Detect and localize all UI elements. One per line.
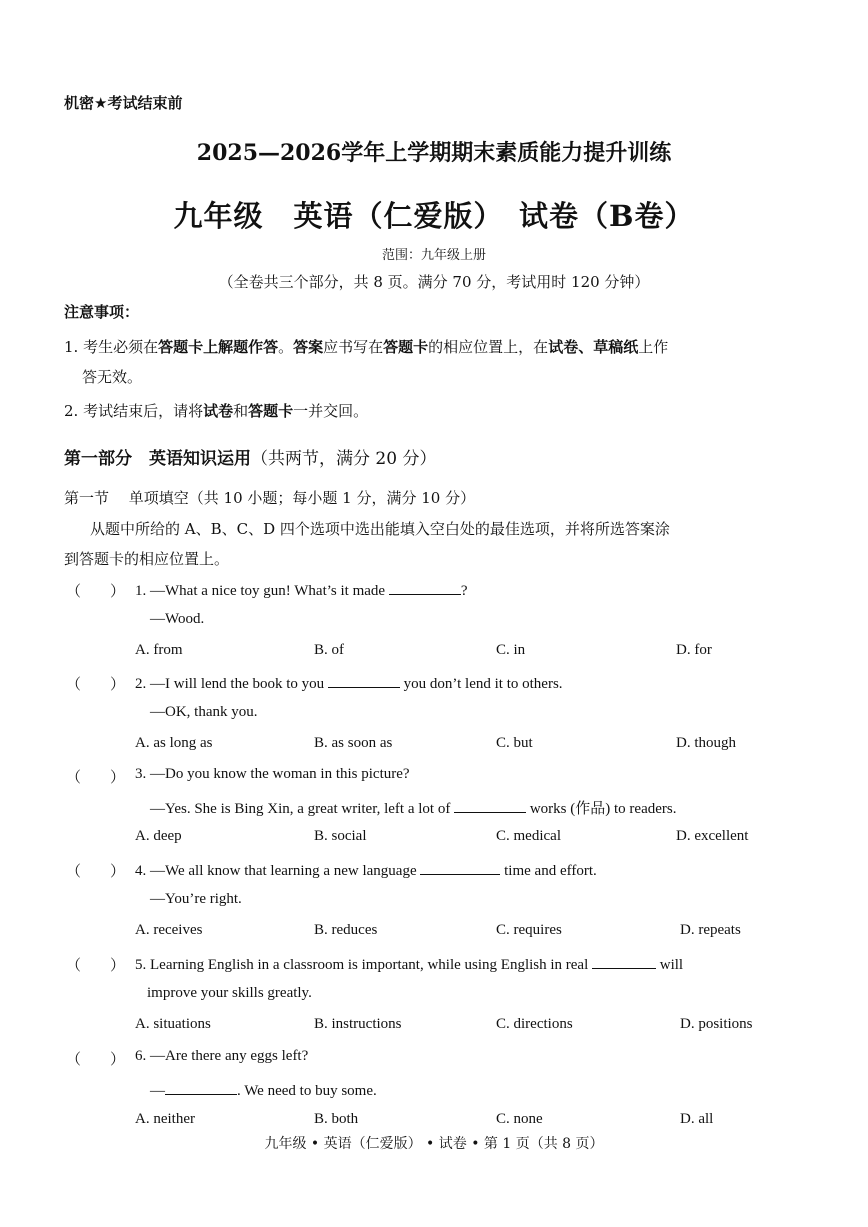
part-title: 第一部分 英语知识运用: [64, 449, 251, 469]
note-emphasis: 答题卡上解题作答: [158, 338, 279, 356]
note-1: [64, 336, 668, 357]
stem-text: 4. —We all know that learning a new language: [135, 863, 417, 879]
answer-paren-right: ）: [110, 675, 126, 693]
option-c: C. in: [496, 642, 526, 658]
note-text: 2. 考试结束后，请将: [64, 402, 204, 420]
answer-paren-right: ）: [110, 768, 126, 786]
question-reply: —Wood.: [150, 611, 205, 627]
question-stem: 6. —Are there any eggs left?: [135, 1048, 309, 1064]
part-note: （共两节，满分 20 分）: [251, 449, 437, 469]
question-reply: [150, 797, 676, 818]
answer-paren-right: ）: [110, 862, 126, 880]
stem-text: 2. —I will lend the book to you: [135, 676, 325, 692]
answer-blank: [454, 798, 526, 813]
answer-paren-left: （: [66, 1050, 82, 1068]
option-c: C. medical: [496, 828, 561, 844]
note-emphasis: 试卷: [548, 338, 579, 356]
option-d: D. positions: [680, 1016, 753, 1032]
option-d: D. excellent: [676, 828, 749, 844]
instruction-line-1: 从题中所给的 A、B、C、D 四个选项中选出能填入空白处的最佳选项，并将所选答案涂: [90, 520, 670, 538]
stem-text: 1. —What a nice toy gun! What’s it made: [135, 583, 386, 599]
option-b: B. instructions: [314, 1016, 402, 1032]
option-b: B. as soon as: [314, 735, 393, 751]
note-emphasis: 答题卡: [248, 402, 294, 420]
note-1-continued: 答无效。: [82, 368, 143, 386]
note-emphasis: 答案: [293, 338, 324, 356]
option-a: A. neither: [135, 1111, 195, 1127]
instruction-line-2: 到答题卡的相应位置上。: [64, 550, 230, 568]
section-1-heading: 第一节 单项填空（共 10 小题；每小题 1 分，满分 10 分）: [64, 489, 476, 507]
question-reply: —You’re right.: [150, 891, 242, 907]
option-c: C. but: [496, 735, 533, 751]
confidential-label: 机密★考试结束前: [64, 94, 183, 112]
note-text: 。: [278, 338, 294, 356]
note-emphasis: 草稿纸: [593, 338, 639, 356]
note-emphasis: 答题卡: [383, 338, 429, 356]
option-c: C. none: [496, 1111, 543, 1127]
option-d: D. though: [676, 735, 736, 751]
answer-paren-right: ）: [110, 582, 126, 600]
question-stem: [135, 860, 597, 880]
stem-text: —Yes. She is Bing Xin, a great writer, left a lot of: [150, 801, 451, 817]
notes-heading: 注意事项：: [64, 303, 140, 321]
stem-text: ?: [460, 583, 468, 599]
option-a: A. from: [135, 642, 183, 658]
stem-text: . We need to buy some.: [237, 1083, 377, 1099]
answer-paren-right: ）: [110, 1050, 126, 1068]
page-footer: 九年级 • 英语（仁爱版） • 试卷 • 第 1 页（共 8 页）: [264, 1136, 604, 1152]
question-stem-continued: improve your skills greatly.: [147, 985, 312, 1001]
answer-paren-right: ）: [110, 956, 126, 974]
option-d: D. for: [676, 642, 712, 658]
note-text: 应书写在: [323, 338, 384, 356]
answer-paren-left: （: [66, 956, 82, 974]
answer-paren-left: （: [66, 768, 82, 786]
question-reply: —OK, thank you.: [150, 704, 258, 720]
option-b: B. both: [314, 1111, 359, 1127]
question-stem: [135, 954, 683, 974]
exam-subtitle: 九年级 英语（仁爱版） 试卷（B卷）: [173, 199, 695, 233]
answer-blank: [165, 1080, 237, 1095]
answer-paren-left: （: [66, 582, 82, 600]
option-c: C. directions: [496, 1016, 573, 1032]
option-c: C. requires: [496, 922, 562, 938]
note-text: 和: [233, 402, 249, 420]
exam-title: 2025—2026学年上学期期末素质能力提升训练: [196, 140, 672, 166]
option-a: A. as long as: [135, 735, 213, 751]
note-text: 的相应位置上，在: [428, 338, 549, 356]
option-d: D. all: [680, 1111, 714, 1127]
exam-scope: 范围：九年级上册: [381, 248, 486, 263]
answer-blank: [420, 860, 500, 875]
stem-text: 5. Learning English in a classroom is important, while using English in real: [135, 957, 589, 973]
note-text: 上作: [638, 338, 669, 356]
question-stem: 3. —Do you know the woman in this picture?: [135, 766, 410, 782]
question-reply: [150, 1080, 377, 1100]
option-a: A. receives: [135, 922, 203, 938]
option-d: D. repeats: [680, 922, 741, 938]
option-b: B. social: [314, 828, 367, 844]
option-a: A. situations: [135, 1016, 211, 1032]
exam-info: （全卷共三个部分，共 8 页。满分 70 分，考试用时 120 分钟）: [218, 273, 650, 291]
stem-text: works (作品) to readers.: [529, 801, 677, 817]
question-stem: [135, 580, 468, 600]
answer-blank: [328, 673, 400, 688]
stem-text: will: [659, 957, 684, 973]
note-2: [64, 400, 368, 421]
note-text: 一并交回。: [293, 402, 369, 420]
answer-blank: [592, 954, 656, 969]
part-1-heading: [64, 444, 436, 469]
option-a: A. deep: [135, 828, 182, 844]
question-stem: [135, 673, 563, 693]
note-emphasis: 、: [578, 338, 594, 356]
note-emphasis: 试卷: [203, 402, 234, 420]
answer-paren-left: （: [66, 675, 82, 693]
stem-text: —: [150, 1083, 165, 1099]
answer-paren-left: （: [66, 862, 82, 880]
option-b: B. reduces: [314, 922, 378, 938]
answer-blank: [389, 580, 461, 595]
option-b: B. of: [314, 642, 344, 658]
stem-text: you don’t lend it to others.: [403, 676, 563, 692]
stem-text: time and effort.: [504, 863, 597, 879]
note-text: 1. 考生必须在: [64, 338, 159, 356]
